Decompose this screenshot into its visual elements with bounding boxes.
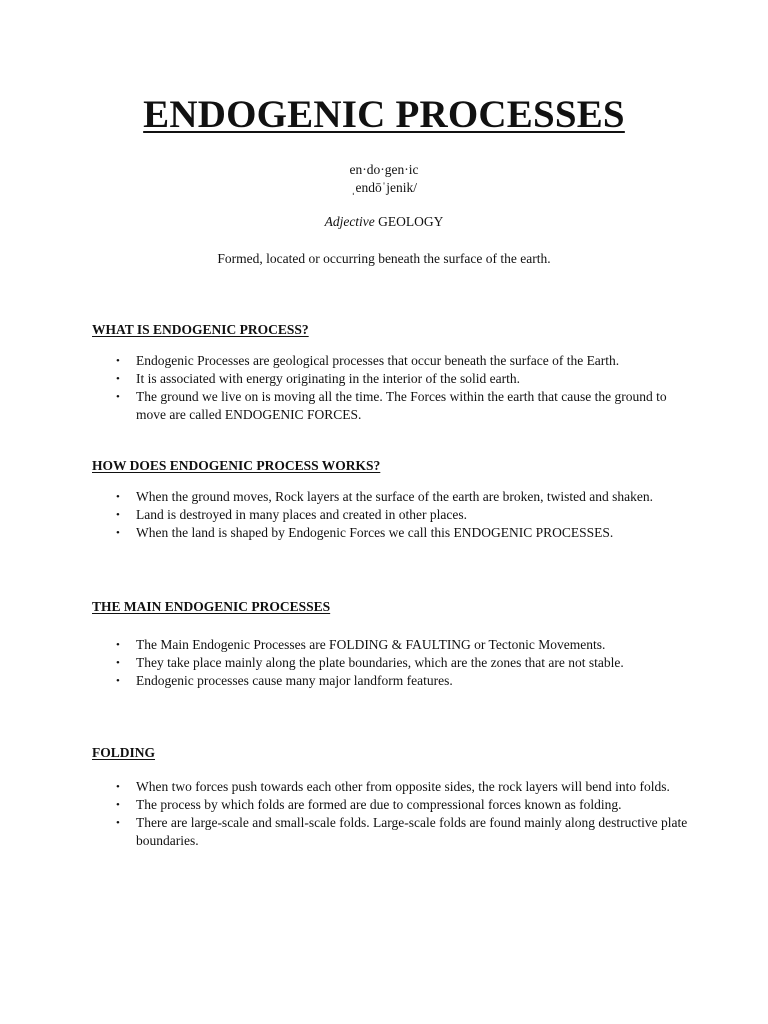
list-item-text: They take place mainly along the plate boundaries, which are the zones that are not stable. [136,655,624,670]
list-item [92,636,692,654]
list-item [92,778,692,796]
bullet-icon: • [116,781,120,793]
list-item [92,654,692,672]
list-item [92,814,692,850]
bullet-list [92,352,692,424]
bullet-icon: • [116,491,120,503]
section-heading: THE MAIN ENDOGENIC PROCESSES [92,599,331,614]
list-item [92,796,692,814]
section-how-it-works [92,457,692,542]
page-title: ENDOGENIC PROCESSES [143,93,625,136]
section-main-processes [92,598,692,690]
section-heading: FOLDING [92,745,156,760]
list-item-text: The ground we live on is moving all the time. The Forces within the earth that cause the ground to move are called ENDOGENIC FORCES. [136,389,667,422]
bullet-list [92,778,692,850]
list-item-text: The process by which folds are formed are due to compressional forces known as folding. [136,797,622,812]
part-of-speech-field: GEOLOGY [378,214,444,229]
list-item-text: When the ground moves, Rock layers at the surface of the earth are broken, twisted and shaken. [136,489,653,504]
bullet-icon: • [116,355,120,367]
bullet-list [92,488,692,542]
list-item [92,488,692,506]
bullet-icon: • [116,675,120,687]
section-what-is [92,321,692,424]
part-of-speech-line [0,213,768,231]
section-heading: HOW DOES ENDOGENIC PROCESS WORKS? [92,458,381,473]
bullet-icon: • [116,799,120,811]
list-item [92,506,692,524]
list-item-text: Endogenic Processes are geological processes that occur beneath the surface of the Earth. [136,353,620,368]
pronunciation-phonetic: ˌendōˈjenik/ [351,180,417,195]
bullet-icon: • [116,817,120,829]
section-heading: WHAT IS ENDOGENIC PROCESS? [92,322,309,337]
bullet-icon: • [116,391,120,403]
pronunciation-syllables: en·do·gen·ic [349,162,419,177]
list-item [92,370,692,388]
list-item [92,672,692,690]
list-item-text: There are large-scale and small-scale folds. Large-scale folds are found mainly along destructive plate boundaries. [136,815,688,848]
bullet-icon: • [116,639,120,651]
list-item-text: When two forces push towards each other from opposite sides, the rock layers will bend into folds. [136,779,670,794]
list-item [92,352,692,370]
list-item-text: Land is destroyed in many places and created in other places. [136,507,468,522]
list-item-text: The Main Endogenic Processes are FOLDING & FAULTING or Tectonic Movements. [136,637,606,652]
section-folding [92,744,692,850]
list-item [92,524,692,542]
bullet-icon: • [116,373,120,385]
list-item-text: It is associated with energy originating in the interior of the solid earth. [136,371,521,386]
bullet-list [92,636,692,690]
bullet-icon: • [116,527,120,539]
definition-text: Formed, located or occurring beneath the surface of the earth. [217,251,551,266]
list-item-text: Endogenic processes cause many major landform features. [136,673,453,688]
bullet-icon: • [116,657,120,669]
list-item-text: When the land is shaped by Endogenic Forces we call this ENDOGENIC PROCESSES. [136,525,614,540]
list-item [92,388,692,424]
bullet-icon: • [116,509,120,521]
part-of-speech-type: Adjective [324,214,375,229]
